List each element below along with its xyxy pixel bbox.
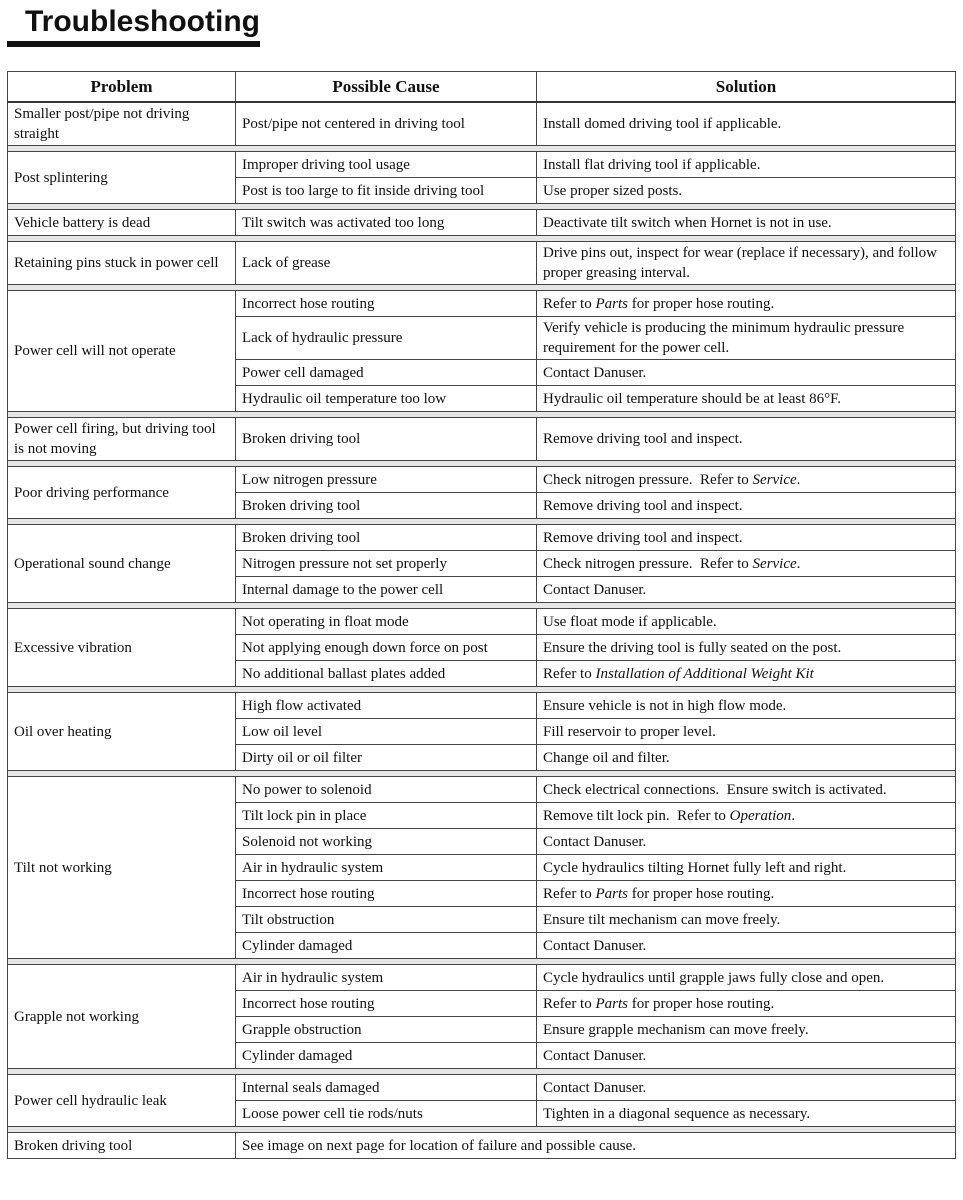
- table-row: [8, 777, 956, 803]
- title-underline: [7, 41, 260, 47]
- solution-text: Drive pins out, inspect for wear (replace if necessary), and follow proper greasing interval.: [543, 245, 941, 281]
- problem-cell: Power cell will not operate: [8, 291, 236, 412]
- cause-cell: High flow activated: [236, 693, 537, 719]
- cause-cell: Tilt lock pin in place: [236, 803, 537, 829]
- cause-cell: No additional ballast plates added: [236, 661, 537, 687]
- cause-cell: Power cell damaged: [236, 360, 537, 386]
- solution-text: for proper hose routing.: [628, 295, 775, 312]
- solution-text: for proper hose routing.: [628, 885, 775, 902]
- solution-cell: [537, 745, 956, 771]
- header-solution: Solution: [537, 72, 956, 103]
- solution-reference: Installation of Additional Weight Kit: [595, 665, 814, 682]
- table-row: [8, 609, 956, 635]
- problem-cell: Vehicle battery is dead: [8, 210, 236, 236]
- solution-text: Hydraulic oil temperature should be at least 86°F.: [543, 390, 842, 407]
- solution-text: Refer to: [543, 995, 596, 1012]
- solution-cell: [537, 291, 956, 317]
- cause-cell: Internal seals damaged: [236, 1075, 537, 1101]
- cause-cell: Tilt switch was activated too long: [236, 210, 537, 236]
- solution-text: Check nitrogen pressure. Refer to: [543, 471, 753, 488]
- table-row: [8, 1133, 956, 1159]
- table-row: [8, 418, 956, 461]
- solution-text: Cycle hydraulics tilting Hornet fully left and right.: [543, 859, 847, 876]
- problem-cell: Excessive vibration: [8, 609, 236, 687]
- solution-cell: [537, 386, 956, 412]
- solution-text: .: [791, 807, 796, 824]
- solution-text: Check electrical connections. Ensure switch is activated.: [543, 781, 887, 798]
- solution-text: Contact Danuser.: [543, 1079, 647, 1096]
- table-row: [8, 965, 956, 991]
- solution-text: Remove driving tool and inspect.: [543, 497, 743, 514]
- solution-cell: [537, 609, 956, 635]
- solution-cell: [537, 242, 956, 285]
- solution-reference: Parts: [595, 995, 628, 1012]
- header-row: [8, 72, 956, 103]
- cause-cell: Incorrect hose routing: [236, 991, 537, 1017]
- table-row: [8, 242, 956, 285]
- table-row: [8, 152, 956, 178]
- solution-cell: [537, 1017, 956, 1043]
- cause-cell: No power to solenoid: [236, 777, 537, 803]
- cause-cell: Lack of hydraulic pressure: [236, 317, 537, 360]
- solution-text: Verify vehicle is producing the minimum hydraulic pressure requirement for the power cell.: [543, 320, 908, 356]
- solution-text: Tighten in a diagonal sequence as necessary.: [543, 1105, 811, 1122]
- solution-cell: [537, 693, 956, 719]
- solution-text: Ensure tilt mechanism can move freely.: [543, 911, 781, 928]
- cause-cell: Post is too large to fit inside driving tool: [236, 178, 537, 204]
- page-title: Troubleshooting: [25, 5, 260, 38]
- cause-cell: Broken driving tool: [236, 525, 537, 551]
- solution-text: Contact Danuser.: [543, 1047, 647, 1064]
- solution-text: Contact Danuser.: [543, 581, 647, 598]
- table-body: [8, 102, 956, 1159]
- cause-cell: Cylinder damaged: [236, 933, 537, 959]
- solution-cell: [537, 493, 956, 519]
- solution-cell: [537, 1075, 956, 1101]
- table-row: [8, 1075, 956, 1101]
- solution-cell: [537, 317, 956, 360]
- problem-cell: Post splintering: [8, 152, 236, 204]
- cause-cell: Low nitrogen pressure: [236, 467, 537, 493]
- cause-cell: Dirty oil or oil filter: [236, 745, 537, 771]
- solution-text: Remove driving tool and inspect.: [543, 529, 743, 546]
- cause-cell: Not applying enough down force on post: [236, 635, 537, 661]
- table-row: [8, 210, 956, 236]
- table-row: [8, 102, 956, 146]
- table-row: [8, 693, 956, 719]
- cause-cell: Improper driving tool usage: [236, 152, 537, 178]
- solution-text: for proper hose routing.: [628, 995, 775, 1012]
- solution-text: Contact Danuser.: [543, 364, 647, 381]
- problem-cell: Broken driving tool: [8, 1133, 236, 1159]
- solution-cell: [537, 933, 956, 959]
- problem-cell: Oil over heating: [8, 693, 236, 771]
- solution-text: Use proper sized posts.: [543, 182, 683, 199]
- cause-cell: Hydraulic oil temperature too low: [236, 386, 537, 412]
- solution-text: Use float mode if applicable.: [543, 613, 717, 630]
- cause-cell: Cylinder damaged: [236, 1043, 537, 1069]
- cause-cell: Incorrect hose routing: [236, 291, 537, 317]
- solution-cell: [537, 467, 956, 493]
- solution-text: Cycle hydraulics until grapple jaws fully close and open.: [543, 969, 885, 986]
- troubleshooting-table: [7, 71, 956, 1159]
- cause-cell: Air in hydraulic system: [236, 965, 537, 991]
- cause-cell: Broken driving tool: [236, 418, 537, 461]
- table-row: [8, 291, 956, 317]
- solution-cell: [537, 881, 956, 907]
- problem-cell: Tilt not working: [8, 777, 236, 959]
- solution-cell: [537, 991, 956, 1017]
- solution-text: .: [796, 555, 801, 572]
- problem-cell: Retaining pins stuck in power cell: [8, 242, 236, 285]
- header-problem: Problem: [8, 72, 236, 103]
- problem-cell: Power cell hydraulic leak: [8, 1075, 236, 1127]
- solution-reference: Operation: [729, 807, 792, 824]
- solution-cell: [537, 829, 956, 855]
- solution-text: Fill reservoir to proper level.: [543, 723, 716, 740]
- solution-cell: [537, 1101, 956, 1127]
- solution-cell: [537, 551, 956, 577]
- cause-cell: Not operating in float mode: [236, 609, 537, 635]
- solution-cell: [537, 803, 956, 829]
- problem-cell: Smaller post/pipe not driving straight: [8, 102, 236, 146]
- problem-cell: Grapple not working: [8, 965, 236, 1069]
- problem-cell: Poor driving performance: [8, 467, 236, 519]
- solution-text: Ensure grapple mechanism can move freely.: [543, 1021, 809, 1038]
- solution-cell: [537, 661, 956, 687]
- solution-reference: Service: [752, 471, 797, 488]
- table-row: [8, 467, 956, 493]
- solution-cell: [537, 635, 956, 661]
- problem-cell: Power cell firing, but driving tool is not moving: [8, 418, 236, 461]
- cause-cell: Low oil level: [236, 719, 537, 745]
- solution-text: Refer to: [543, 665, 596, 682]
- cause-cell: Solenoid not working: [236, 829, 537, 855]
- solution-text: Refer to: [543, 885, 596, 902]
- solution-text: Change oil and filter.: [543, 749, 670, 766]
- solution-text: Refer to: [543, 295, 596, 312]
- solution-cell: [537, 907, 956, 933]
- solution-cell: [537, 178, 956, 204]
- solution-cell: [537, 525, 956, 551]
- solution-text: Remove tilt lock pin. Refer to: [543, 807, 730, 824]
- solution-cell: [537, 360, 956, 386]
- cause-cell: Tilt obstruction: [236, 907, 537, 933]
- solution-text: Deactivate tilt switch when Hornet is not in use.: [543, 214, 832, 231]
- cause-cell: Nitrogen pressure not set properly: [236, 551, 537, 577]
- cause-cell: Incorrect hose routing: [236, 881, 537, 907]
- solution-text: Ensure vehicle is not in high flow mode.: [543, 697, 787, 714]
- solution-cell: [537, 152, 956, 178]
- solution-cell: [537, 210, 956, 236]
- header-possible-cause: Possible Cause: [236, 72, 537, 103]
- cause-cell: Internal damage to the power cell: [236, 577, 537, 603]
- solution-cell: [537, 102, 956, 146]
- solution-text: Remove driving tool and inspect.: [543, 431, 743, 447]
- solution-cell: [537, 777, 956, 803]
- solution-reference: Service: [752, 555, 797, 572]
- solution-text: Contact Danuser.: [543, 937, 647, 954]
- solution-text: Check nitrogen pressure. Refer to: [543, 555, 753, 572]
- solution-reference: Parts: [595, 885, 628, 902]
- cause-cell: Lack of grease: [236, 242, 537, 285]
- table-row: [8, 525, 956, 551]
- solution-text: Ensure the driving tool is fully seated on the post.: [543, 639, 842, 656]
- note-cell: See image on next page for location of failure and possible cause.: [236, 1133, 956, 1159]
- solution-text: Install flat driving tool if applicable.: [543, 156, 761, 173]
- solution-text: Install domed driving tool if applicable.: [543, 116, 782, 132]
- cause-cell: Grapple obstruction: [236, 1017, 537, 1043]
- cause-cell: Loose power cell tie rods/nuts: [236, 1101, 537, 1127]
- solution-text: Contact Danuser.: [543, 833, 647, 850]
- cause-cell: Broken driving tool: [236, 493, 537, 519]
- solution-cell: [537, 855, 956, 881]
- solution-cell: [537, 1043, 956, 1069]
- cause-cell: Post/pipe not centered in driving tool: [236, 102, 537, 146]
- solution-cell: [537, 418, 956, 461]
- problem-cell: Operational sound change: [8, 525, 236, 603]
- solution-cell: [537, 965, 956, 991]
- solution-cell: [537, 577, 956, 603]
- solution-text: .: [796, 471, 801, 488]
- cause-cell: Air in hydraulic system: [236, 855, 537, 881]
- solution-cell: [537, 719, 956, 745]
- solution-reference: Parts: [595, 295, 628, 312]
